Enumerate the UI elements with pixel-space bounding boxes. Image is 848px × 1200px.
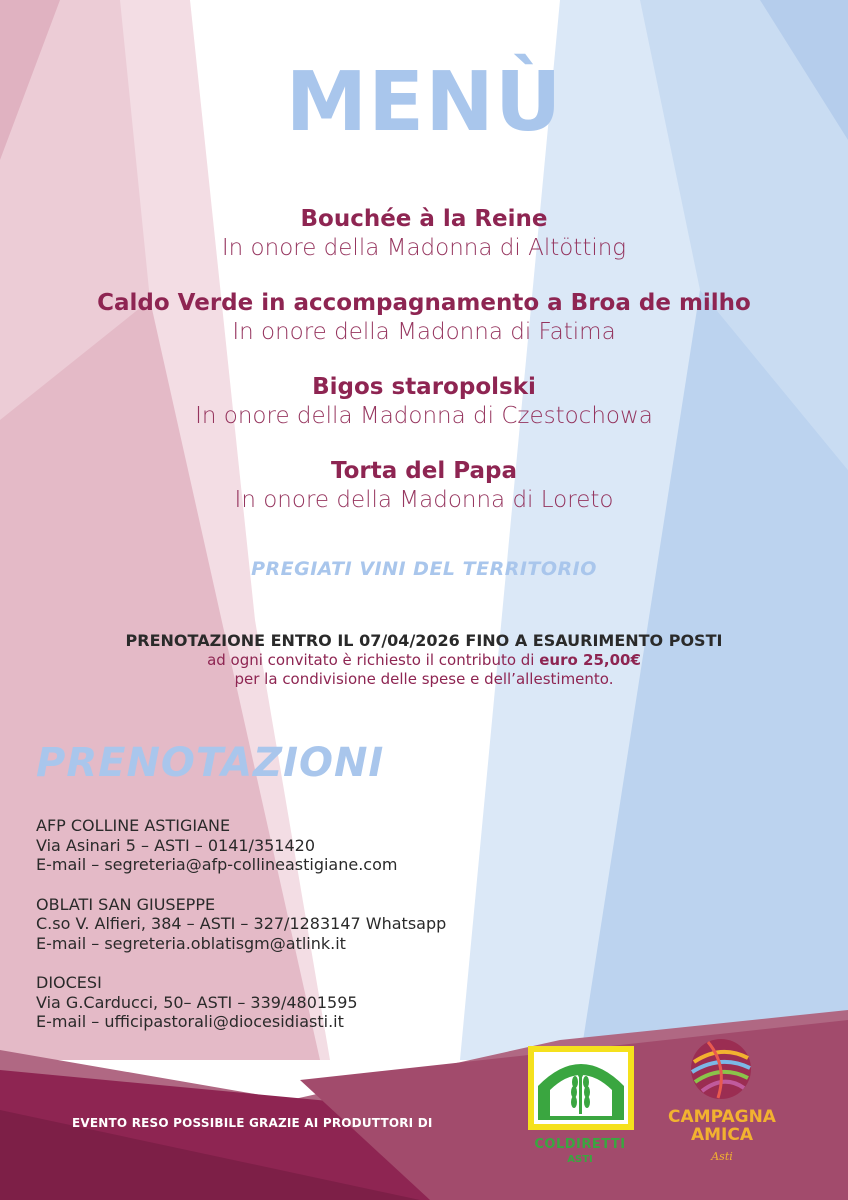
reservations-title: PRENOTAZIONI: [36, 740, 385, 786]
dish-name: Bigos staropolski: [312, 374, 536, 400]
coldiretti-name: COLDIRETTI: [534, 1137, 626, 1152]
contribution-line: [0, 651, 848, 670]
contact-address: C.so V. Alfieri, 384 – ASTI – 327/1283147 Whatsapp: [36, 914, 447, 933]
campagna-line2: AMICA: [690, 1125, 754, 1145]
contact-email: E-mail – ufficipastorali@diocesidiasti.it: [36, 1012, 344, 1031]
wines-note: PREGIATI VINI DEL TERRITORIO: [251, 558, 597, 580]
menu-item: [0, 204, 848, 262]
campagna-amica-location: Asti: [711, 1150, 733, 1163]
dish-dedication: In onore della Madonna di Altötting: [221, 235, 627, 261]
contact-address: Via G.Carducci, 50– ASTI – 339/4801595: [36, 992, 358, 1012]
contact-email: E-mail – segreteria.oblatisgm@atlink.it: [36, 933, 346, 953]
dish-dedication: In onore della Madonna di Czestochowa: [195, 403, 653, 429]
dish-name: Bouchée à la Reine: [300, 206, 548, 232]
contact-org: OBLATI SAN GIUSEPPE: [36, 894, 216, 914]
coldiretti-location: ASTI: [567, 1154, 593, 1165]
contact-email: E-mail – segreteria@afp-collineastigiane.com: [36, 855, 398, 874]
contribution-purpose: per la condivisione delle spese e dell’allestimento.: [234, 670, 614, 688]
sponsors-caption: EVENTO RESO POSSIBILE GRAZIE AI PRODUTTORI DI: [72, 1116, 433, 1130]
yarn-ball-icon: [688, 1036, 754, 1102]
dish-name: Torta del Papa: [331, 458, 517, 484]
contribution-amount: euro 25,00€: [539, 651, 641, 669]
menu-item: [0, 456, 848, 514]
booking-deadline: PRENOTAZIONE ENTRO IL 07/04/2026 FINO A ESAURIMENTO POSTI: [125, 631, 723, 650]
contacts-list: [36, 816, 636, 1052]
contact-address: Via Asinari 5 – ASTI – 0141/351420: [36, 835, 316, 855]
contact-block: [36, 895, 636, 954]
menu-item: [0, 288, 848, 346]
contact-org: DIOCESI: [36, 973, 102, 992]
campagna-amica-name: [660, 1108, 784, 1144]
campagna-line1: CAMPAGNA: [668, 1107, 776, 1127]
menu-list: [0, 204, 848, 540]
dish-dedication: In onore della Madonna di Loreto: [234, 487, 614, 513]
booking-info: [0, 630, 848, 689]
menu-item: [0, 372, 848, 430]
contact-block: [36, 973, 636, 1032]
dish-dedication: In onore della Madonna di Fatima: [232, 319, 616, 345]
contact-block: [36, 816, 636, 875]
dish-name: Caldo Verde in accompagnamento a Broa de milho: [97, 290, 751, 316]
contact-org: AFP COLLINE ASTIGIANE: [36, 816, 231, 835]
menu-title: MENÙ: [285, 55, 563, 150]
contribution-prefix: ad ogni convitato è richiesto il contributo di: [207, 651, 540, 669]
